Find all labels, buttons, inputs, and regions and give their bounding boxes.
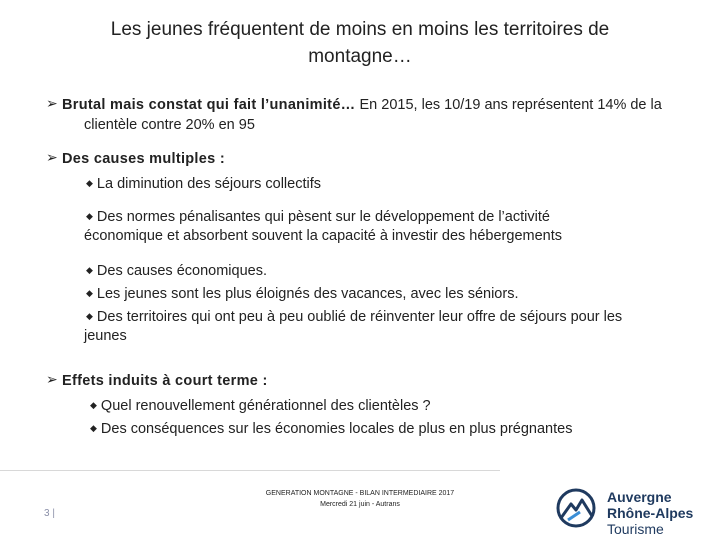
bullet-diamond-icon: ◆	[86, 178, 93, 188]
list-item: ◆ Les jeunes sont les plus éloignés des vacances, avec les séniors.	[86, 286, 519, 302]
logo-line-3: Tourisme	[607, 521, 664, 537]
title-line-2: montagne…	[308, 46, 412, 67]
section-1-line-1	[62, 96, 662, 115]
section-1-heading: Brutal mais constat qui fait l’unanimité…	[62, 97, 356, 113]
bullet-diamond-icon: ◆	[86, 265, 93, 275]
arrow-icon: ➢	[46, 96, 58, 112]
section-1-text: En 2015, les 10/19 ans représentent 14% de la	[355, 97, 662, 113]
arrow-icon: ➢	[46, 372, 58, 388]
footer-line-2: Mercredi 21 juin - Autrans	[320, 501, 400, 508]
list-item: ◆ La diminution des séjours collectifs	[86, 176, 321, 192]
list-item: ◆ Des conséquences sur les économies locales de plus en plus prégnantes	[90, 421, 573, 437]
arrow-icon: ➢	[46, 150, 58, 166]
footer-divider	[0, 470, 500, 471]
logo-line-1: Auvergne	[607, 489, 672, 505]
title-line-1: Les jeunes fréquentent de moins en moins les territoires de	[110, 19, 610, 40]
list-item: ◆ Quel renouvellement générationnel des clientèles ?	[90, 398, 431, 414]
bullet-diamond-icon: ◆	[90, 423, 97, 433]
bullet-diamond-icon: ◆	[86, 211, 93, 221]
brand-logo-text	[607, 489, 693, 537]
bullet-diamond-icon: ◆	[86, 311, 93, 321]
footer-caption	[230, 488, 490, 510]
section-2-heading: Des causes multiples :	[62, 151, 225, 167]
section-1-line-2: clientèle contre 20% en 95	[84, 117, 255, 133]
mountain-logo-icon	[556, 488, 596, 528]
section-3-heading: Effets induits à court terme :	[62, 373, 268, 389]
footer-line-1: GENERATION MONTAGNE - BILAN INTERMEDIAIRE 2017	[265, 490, 455, 497]
bullet-diamond-icon: ◆	[90, 400, 97, 410]
list-item: ◆ Des territoires qui ont peu à peu oublié de réinventer leur offre de séjours pour les	[86, 309, 623, 325]
list-item-continuation: jeunes	[84, 328, 127, 344]
bullet-diamond-icon: ◆	[86, 288, 93, 298]
logo-line-2: Rhône-Alpes	[607, 505, 694, 521]
list-item-continuation: économique et absorbent souvent la capacité à investir des hébergements	[84, 228, 562, 244]
page-number: 3 |	[44, 508, 55, 519]
slide-title	[70, 16, 650, 70]
list-item: ◆ Des causes économiques.	[86, 263, 267, 279]
list-item: ◆ Des normes pénalisantes qui pèsent sur le développement de l’activité	[86, 209, 550, 225]
